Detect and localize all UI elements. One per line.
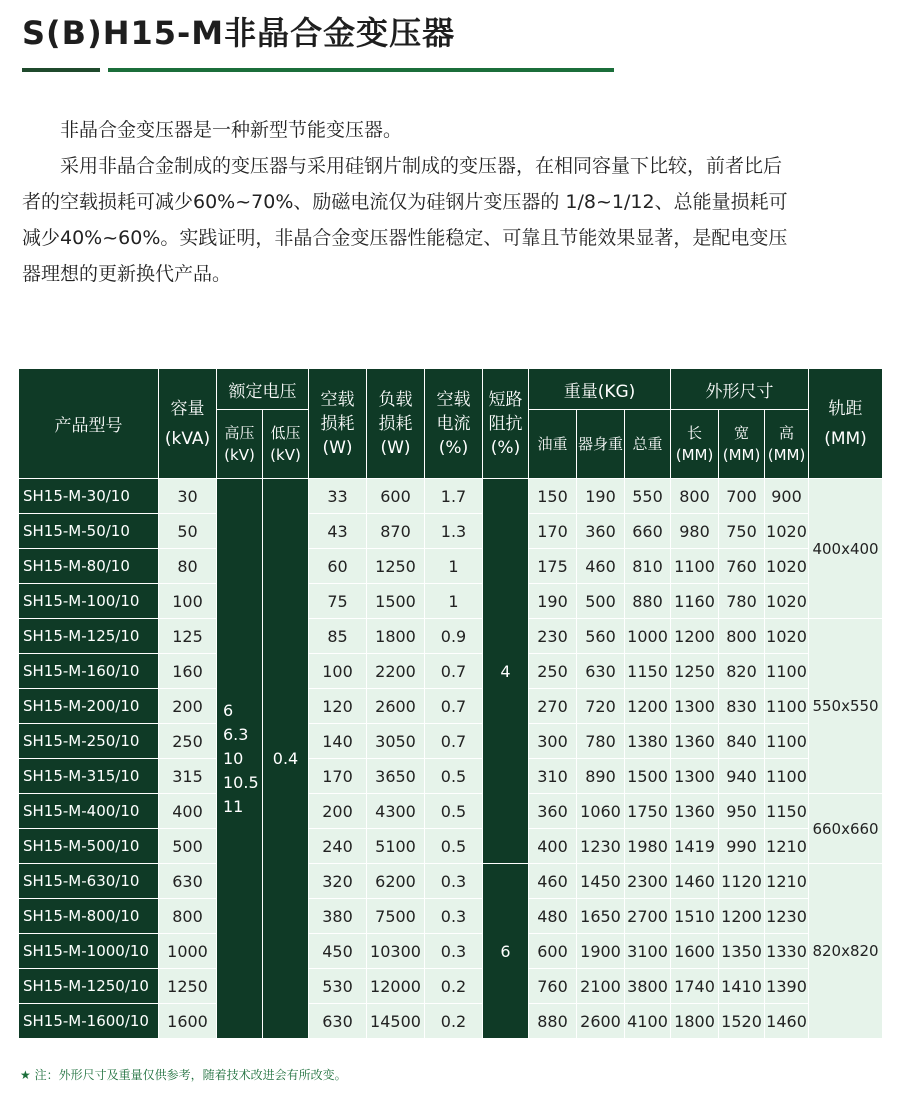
model-cell: SH15-M-30/10 (19, 479, 159, 514)
total-weight-cell: 3100 (625, 934, 671, 969)
rail-cell: 550x550 (809, 619, 883, 794)
height-cell: 900 (765, 479, 809, 514)
height-cell: 1390 (765, 969, 809, 1004)
table-row (19, 479, 883, 514)
intro-paragraph-2: 采用非晶合金制成的变压器与采用硅钢片制成的变压器，在相同容量下比较，前者比后者的空载损耗可减少60%~70%、励磁电流仅为硅钢片变压器的 1/8~1/12、总能量损耗可减少40%~60%。实践证明，非晶合金变压器性能稳定、可靠且节能效果显著，是配电变压器理想的更新换代产品。 (22, 155, 788, 285)
capacity-cell: 500 (159, 829, 217, 864)
length-cell: 1250 (671, 654, 719, 689)
title-divider-short (22, 68, 100, 72)
height-cell: 1100 (765, 759, 809, 794)
table-row (19, 934, 883, 969)
length-cell: 1600 (671, 934, 719, 969)
header-body-weight: 器身重 (577, 410, 625, 479)
oil-weight-cell: 270 (529, 689, 577, 724)
body-weight-cell: 1650 (577, 899, 625, 934)
length-cell: 1800 (671, 1004, 719, 1039)
oil-weight-cell: 250 (529, 654, 577, 689)
total-weight-cell: 1750 (625, 794, 671, 829)
load-loss-cell: 1250 (367, 549, 425, 584)
capacity-cell: 1250 (159, 969, 217, 1004)
table-row (19, 724, 883, 759)
total-weight-cell: 880 (625, 584, 671, 619)
capacity-cell: 315 (159, 759, 217, 794)
load-loss-cell: 3650 (367, 759, 425, 794)
load-loss-cell: 870 (367, 514, 425, 549)
oil-weight-cell: 230 (529, 619, 577, 654)
width-cell: 1350 (719, 934, 765, 969)
noload-loss-cell: 43 (309, 514, 367, 549)
header-oil-weight: 油重 (529, 410, 577, 479)
model-cell: SH15-M-125/10 (19, 619, 159, 654)
capacity-cell: 630 (159, 864, 217, 899)
capacity-cell: 200 (159, 689, 217, 724)
noload-current-cell: 0.3 (425, 934, 483, 969)
noload-loss-cell: 140 (309, 724, 367, 759)
noload-loss-cell: 200 (309, 794, 367, 829)
height-cell: 1210 (765, 829, 809, 864)
header-dimensions: 外形尺寸 (671, 369, 809, 410)
length-cell: 1100 (671, 549, 719, 584)
model-cell: SH15-M-800/10 (19, 899, 159, 934)
oil-weight-cell: 760 (529, 969, 577, 1004)
height-cell: 1020 (765, 584, 809, 619)
body-weight-cell: 1450 (577, 864, 625, 899)
length-cell: 800 (671, 479, 719, 514)
header-height: 高 (MM) (765, 410, 809, 479)
oil-weight-cell: 600 (529, 934, 577, 969)
header-noload-loss: 空载 损耗 (W) (309, 369, 367, 479)
body-weight-cell: 890 (577, 759, 625, 794)
noload-loss-cell: 630 (309, 1004, 367, 1039)
noload-current-cell: 1 (425, 584, 483, 619)
noload-loss-cell: 320 (309, 864, 367, 899)
width-cell: 750 (719, 514, 765, 549)
height-cell: 1330 (765, 934, 809, 969)
model-cell: SH15-M-1600/10 (19, 1004, 159, 1039)
header-hv: 高压 (kV) (217, 410, 263, 479)
table-header-row-1 (19, 369, 883, 410)
body-weight-cell: 190 (577, 479, 625, 514)
capacity-cell: 1600 (159, 1004, 217, 1039)
length-cell: 1510 (671, 899, 719, 934)
header-total-weight: 总重 (625, 410, 671, 479)
body-weight-cell: 2600 (577, 1004, 625, 1039)
length-cell: 1419 (671, 829, 719, 864)
hv-value: 10.5 (223, 772, 259, 792)
noload-loss-cell: 85 (309, 619, 367, 654)
total-weight-cell: 2300 (625, 864, 671, 899)
total-weight-cell: 1200 (625, 689, 671, 724)
hv-value: 6 (223, 700, 234, 720)
header-model: 产品型号 (19, 369, 159, 479)
header-capacity: 容量 (kVA) (159, 369, 217, 479)
total-weight-cell: 1980 (625, 829, 671, 864)
width-cell: 830 (719, 689, 765, 724)
capacity-cell: 30 (159, 479, 217, 514)
model-cell: SH15-M-500/10 (19, 829, 159, 864)
spec-table (18, 368, 883, 1039)
header-weight: 重量(KG) (529, 369, 671, 410)
impedance-cell: 6 (483, 864, 529, 1039)
height-cell: 1100 (765, 654, 809, 689)
oil-weight-cell: 150 (529, 479, 577, 514)
model-cell: SH15-M-250/10 (19, 724, 159, 759)
noload-current-cell: 0.3 (425, 899, 483, 934)
header-impedance: 短路 阻抗 (%) (483, 369, 529, 479)
load-loss-cell: 6200 (367, 864, 425, 899)
total-weight-cell: 1000 (625, 619, 671, 654)
rail-cell: 820x820 (809, 864, 883, 1039)
width-cell: 760 (719, 549, 765, 584)
noload-loss-cell: 60 (309, 549, 367, 584)
noload-current-cell: 0.5 (425, 794, 483, 829)
noload-current-cell: 0.5 (425, 829, 483, 864)
model-cell: SH15-M-100/10 (19, 584, 159, 619)
total-weight-cell: 3800 (625, 969, 671, 1004)
total-weight-cell: 2700 (625, 899, 671, 934)
noload-current-cell: 1 (425, 549, 483, 584)
noload-current-cell: 0.7 (425, 689, 483, 724)
model-cell: SH15-M-630/10 (19, 864, 159, 899)
rail-cell: 660x660 (809, 794, 883, 864)
width-cell: 1410 (719, 969, 765, 1004)
width-cell: 1520 (719, 1004, 765, 1039)
noload-current-cell: 1.7 (425, 479, 483, 514)
capacity-cell: 100 (159, 584, 217, 619)
width-cell: 950 (719, 794, 765, 829)
body-weight-cell: 500 (577, 584, 625, 619)
capacity-cell: 160 (159, 654, 217, 689)
height-cell: 1460 (765, 1004, 809, 1039)
noload-current-cell: 0.3 (425, 864, 483, 899)
table-row (19, 654, 883, 689)
oil-weight-cell: 460 (529, 864, 577, 899)
height-cell: 1020 (765, 549, 809, 584)
oil-weight-cell: 300 (529, 724, 577, 759)
height-cell: 1020 (765, 619, 809, 654)
noload-loss-cell: 450 (309, 934, 367, 969)
load-loss-cell: 10300 (367, 934, 425, 969)
noload-loss-cell: 170 (309, 759, 367, 794)
length-cell: 980 (671, 514, 719, 549)
length-cell: 1740 (671, 969, 719, 1004)
body-weight-cell: 460 (577, 549, 625, 584)
spec-table-body (19, 479, 883, 1039)
table-row (19, 829, 883, 864)
height-cell: 1150 (765, 794, 809, 829)
width-cell: 800 (719, 619, 765, 654)
load-loss-cell: 5100 (367, 829, 425, 864)
table-row (19, 584, 883, 619)
length-cell: 1200 (671, 619, 719, 654)
body-weight-cell: 1900 (577, 934, 625, 969)
impedance-cell: 4 (483, 479, 529, 864)
height-cell: 1230 (765, 899, 809, 934)
load-loss-cell: 4300 (367, 794, 425, 829)
width-cell: 780 (719, 584, 765, 619)
total-weight-cell: 810 (625, 549, 671, 584)
width-cell: 840 (719, 724, 765, 759)
oil-weight-cell: 190 (529, 584, 577, 619)
capacity-cell: 800 (159, 899, 217, 934)
rail-cell: 400x400 (809, 479, 883, 619)
model-cell: SH15-M-1000/10 (19, 934, 159, 969)
length-cell: 1160 (671, 584, 719, 619)
width-cell: 1120 (719, 864, 765, 899)
noload-current-cell: 0.7 (425, 654, 483, 689)
oil-weight-cell: 400 (529, 829, 577, 864)
body-weight-cell: 720 (577, 689, 625, 724)
total-weight-cell: 660 (625, 514, 671, 549)
width-cell: 700 (719, 479, 765, 514)
model-cell: SH15-M-160/10 (19, 654, 159, 689)
hv-value: 11 (223, 796, 244, 816)
load-loss-cell: 7500 (367, 899, 425, 934)
footnote: ★ 注：外形尺寸及重量仅供参考，随着技术改进会有所改变。 (20, 1068, 347, 1082)
header-length: 长 (MM) (671, 410, 719, 479)
noload-loss-cell: 530 (309, 969, 367, 1004)
capacity-cell: 80 (159, 549, 217, 584)
page-title: S(B)H15-M非晶合金变压器 (22, 14, 456, 52)
hv-value: 6.3 (223, 724, 249, 744)
body-weight-cell: 360 (577, 514, 625, 549)
model-cell: SH15-M-200/10 (19, 689, 159, 724)
header-width: 宽 (MM) (719, 410, 765, 479)
model-cell: SH15-M-50/10 (19, 514, 159, 549)
noload-current-cell: 0.2 (425, 969, 483, 1004)
oil-weight-cell: 310 (529, 759, 577, 794)
table-row (19, 759, 883, 794)
oil-weight-cell: 880 (529, 1004, 577, 1039)
capacity-cell: 250 (159, 724, 217, 759)
load-loss-cell: 600 (367, 479, 425, 514)
body-weight-cell: 780 (577, 724, 625, 759)
noload-loss-cell: 120 (309, 689, 367, 724)
oil-weight-cell: 360 (529, 794, 577, 829)
width-cell: 940 (719, 759, 765, 794)
height-cell: 1020 (765, 514, 809, 549)
total-weight-cell: 550 (625, 479, 671, 514)
table-row (19, 899, 883, 934)
noload-current-cell: 0.7 (425, 724, 483, 759)
header-rated-voltage: 额定电压 (217, 369, 309, 410)
load-loss-cell: 2600 (367, 689, 425, 724)
height-cell: 1100 (765, 724, 809, 759)
hv-value: 10 (223, 748, 244, 768)
load-loss-cell: 3050 (367, 724, 425, 759)
table-row (19, 619, 883, 654)
body-weight-cell: 1060 (577, 794, 625, 829)
table-row (19, 514, 883, 549)
load-loss-cell: 12000 (367, 969, 425, 1004)
noload-current-cell: 0.9 (425, 619, 483, 654)
length-cell: 1300 (671, 759, 719, 794)
noload-loss-cell: 75 (309, 584, 367, 619)
length-cell: 1360 (671, 724, 719, 759)
length-cell: 1360 (671, 794, 719, 829)
table-row (19, 864, 883, 899)
load-loss-cell: 14500 (367, 1004, 425, 1039)
total-weight-cell: 1500 (625, 759, 671, 794)
model-cell: SH15-M-80/10 (19, 549, 159, 584)
length-cell: 1460 (671, 864, 719, 899)
model-cell: SH15-M-400/10 (19, 794, 159, 829)
table-row (19, 549, 883, 584)
width-cell: 820 (719, 654, 765, 689)
load-loss-cell: 1500 (367, 584, 425, 619)
total-weight-cell: 1380 (625, 724, 671, 759)
lv-cell: 0.4 (263, 479, 309, 1039)
load-loss-cell: 2200 (367, 654, 425, 689)
noload-loss-cell: 33 (309, 479, 367, 514)
length-cell: 1300 (671, 689, 719, 724)
header-rail: 轨距 (MM) (809, 369, 883, 479)
width-cell: 1200 (719, 899, 765, 934)
noload-loss-cell: 100 (309, 654, 367, 689)
header-lv: 低压 (kV) (263, 410, 309, 479)
model-cell: SH15-M-315/10 (19, 759, 159, 794)
width-cell: 990 (719, 829, 765, 864)
total-weight-cell: 1150 (625, 654, 671, 689)
oil-weight-cell: 175 (529, 549, 577, 584)
oil-weight-cell: 170 (529, 514, 577, 549)
header-load-loss: 负载 损耗 (W) (367, 369, 425, 479)
table-row (19, 969, 883, 1004)
noload-current-cell: 1.3 (425, 514, 483, 549)
capacity-cell: 1000 (159, 934, 217, 969)
body-weight-cell: 2100 (577, 969, 625, 1004)
oil-weight-cell: 480 (529, 899, 577, 934)
table-row (19, 689, 883, 724)
intro-text (22, 112, 792, 292)
body-weight-cell: 560 (577, 619, 625, 654)
capacity-cell: 125 (159, 619, 217, 654)
body-weight-cell: 1230 (577, 829, 625, 864)
height-cell: 1100 (765, 689, 809, 724)
total-weight-cell: 4100 (625, 1004, 671, 1039)
title-divider-long (108, 68, 614, 72)
capacity-cell: 400 (159, 794, 217, 829)
noload-loss-cell: 240 (309, 829, 367, 864)
table-row (19, 1004, 883, 1039)
height-cell: 1210 (765, 864, 809, 899)
table-row (19, 794, 883, 829)
intro-paragraph-1: 非晶合金变压器是一种新型节能变压器。 (60, 119, 403, 141)
model-cell: SH15-M-1250/10 (19, 969, 159, 1004)
header-noload-current: 空载 电流 (%) (425, 369, 483, 479)
noload-loss-cell: 380 (309, 899, 367, 934)
load-loss-cell: 1800 (367, 619, 425, 654)
capacity-cell: 50 (159, 514, 217, 549)
hv-cell (217, 479, 263, 1039)
noload-current-cell: 0.5 (425, 759, 483, 794)
body-weight-cell: 630 (577, 654, 625, 689)
noload-current-cell: 0.2 (425, 1004, 483, 1039)
